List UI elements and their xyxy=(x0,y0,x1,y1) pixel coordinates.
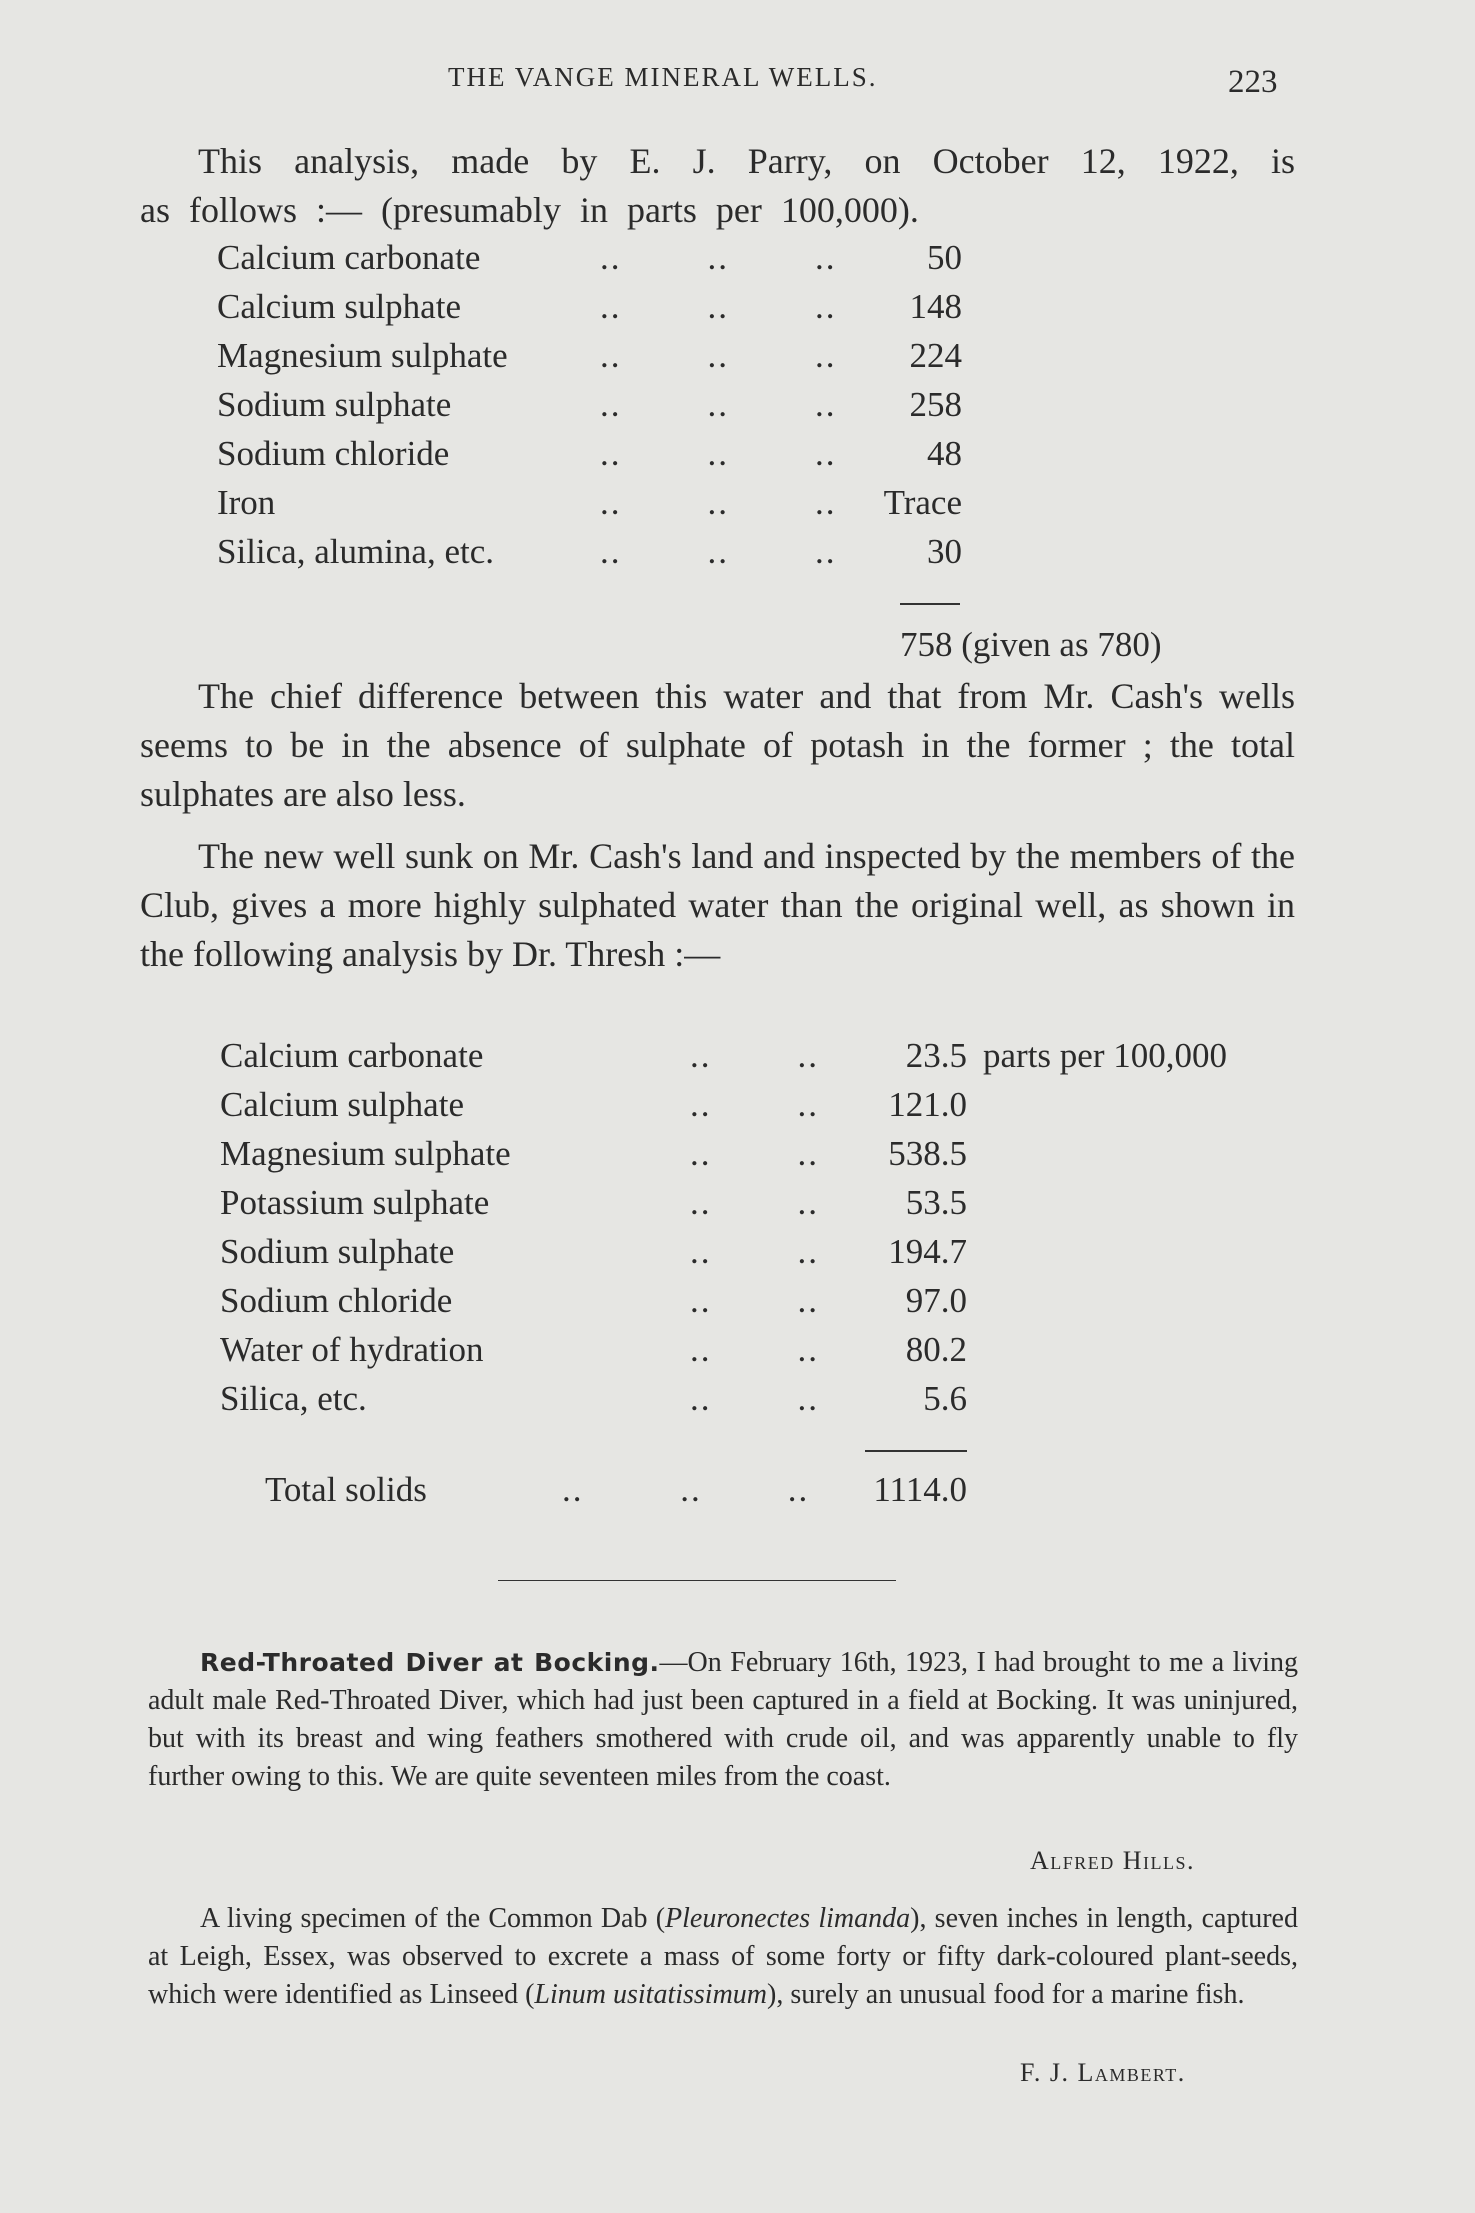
table-row xyxy=(220,1232,967,1280)
leader-dots: .. .. .. xyxy=(600,532,837,571)
running-title: THE VANGE MINERAL WELLS. xyxy=(448,62,878,92)
total-solids-row xyxy=(265,1470,427,1510)
substance-name: Calcium sulphate xyxy=(220,1085,464,1124)
leader-dots: .. .. xyxy=(690,1330,819,1369)
substance-name: Potassium sulphate xyxy=(220,1183,490,1222)
signature-alfred-hills: Alfred Hills. xyxy=(1030,1846,1196,1875)
table-row xyxy=(217,434,962,482)
substance-value: 97.0 xyxy=(905,1281,967,1320)
substance-value: 53.5 xyxy=(905,1183,967,1222)
substance-name: Iron xyxy=(217,483,276,522)
leader-dots: .. .. .. xyxy=(600,385,837,424)
table-row xyxy=(220,1183,967,1231)
substance-name: Calcium carbonate xyxy=(217,238,481,277)
table-row xyxy=(217,336,962,384)
section-divider xyxy=(498,1580,896,1581)
note-common-dab: A living specimen of the Common Dab (Pleuronectes limanda), seven inches in length, captured at Leigh, Essex, was observed to excrete a mass of some forty or fifty dark-coloured plant-seeds, which were identified as Linseed (Linum usitatissimum), surely an unusual food for a marine fish. xyxy=(148,1903,1298,2010)
substance-value: 5.6 xyxy=(923,1379,967,1418)
total-rule xyxy=(865,1450,967,1452)
table-row xyxy=(217,483,962,531)
substance-value: 194.7 xyxy=(888,1232,967,1271)
leader-dots: .. .. xyxy=(690,1281,819,1320)
substance-value: 538.5 xyxy=(888,1134,967,1173)
leader-dots: .. .. xyxy=(690,1379,819,1418)
substance-name: Water of hydration xyxy=(220,1330,484,1369)
running-header xyxy=(0,62,1475,102)
substance-name: Sodium chloride xyxy=(217,434,450,473)
leader-dots: .. .. .. xyxy=(600,287,837,326)
sum-rule xyxy=(900,603,960,605)
substance-value: 48 xyxy=(927,434,962,473)
total-solids-value: 1114.0 xyxy=(873,1470,967,1509)
substance-value: 30 xyxy=(927,532,962,571)
leader-dots: .. .. .. xyxy=(600,483,837,522)
intro-line-2: as follows :— (presumably in parts per 100,000). xyxy=(140,190,919,230)
table-row xyxy=(220,1036,967,1084)
leader-dots: .. .. xyxy=(690,1183,819,1222)
substance-value: 258 xyxy=(909,385,962,424)
table-row xyxy=(220,1379,967,1427)
table-row xyxy=(217,385,962,433)
analysis1-total: 758 (given as 780) xyxy=(900,625,1162,664)
substance-name: Sodium sulphate xyxy=(217,385,452,424)
analysis2-unit: parts per 100,000 xyxy=(983,1036,1227,1075)
species-name-dab: Pleuronectes limanda xyxy=(665,1903,911,1934)
substance-value: Trace xyxy=(883,483,962,522)
substance-name: Sodium chloride xyxy=(220,1281,453,1320)
substance-name: Silica, etc. xyxy=(220,1379,367,1418)
substance-value: 23.5 xyxy=(905,1036,967,1075)
leader-dots: .. .. xyxy=(690,1085,819,1124)
page-number: 223 xyxy=(1228,64,1278,100)
total-solids-dots: .. .. .. xyxy=(562,1470,810,1509)
table-row xyxy=(220,1085,967,1133)
table-row xyxy=(220,1330,967,1378)
total-solids-label: Total solids xyxy=(265,1470,427,1509)
substance-value: 80.2 xyxy=(905,1330,967,1369)
note-red-throated-diver: Red-Throated Diver at Bocking.—On February 16th, 1923, I had brought to me a living adult male Red-Throated Diver, which had just been captured in a field at Bocking. It was uninjured, but with its breast and wing feathers smothered with crude oil, and was apparently unable to fly further owing to this. We are quite seventeen miles from the coast. xyxy=(148,1647,1299,1792)
substance-name: Magnesium sulphate xyxy=(217,336,508,375)
signature-lambert: F. J. Lambert. xyxy=(1020,2058,1186,2087)
substance-name: Sodium sulphate xyxy=(220,1232,455,1271)
leader-dots: .. .. xyxy=(690,1036,819,1075)
substance-name: Calcium carbonate xyxy=(220,1036,484,1075)
substance-name: Silica, alumina, etc. xyxy=(217,532,494,571)
species-name-linseed: Linum usitatissimum xyxy=(534,1979,768,2010)
table-row xyxy=(217,287,962,335)
leader-dots: .. .. .. xyxy=(600,238,837,277)
substance-name: Calcium sulphate xyxy=(217,287,461,326)
table-row xyxy=(217,238,962,286)
substance-name: Magnesium sulphate xyxy=(220,1134,511,1173)
substance-value: 50 xyxy=(927,238,962,277)
paragraph-difference: The chief difference between this water and that from Mr. Cash's wells seems to be in the absence of sulphate of potash in the former ; the total sulphates are also less. xyxy=(140,676,1295,814)
leader-dots: .. .. xyxy=(690,1232,819,1271)
table-row xyxy=(220,1281,967,1329)
intro-line-1: This analysis, made by E. J. Parry, on October 12, 1922, is xyxy=(198,141,1295,181)
leader-dots: .. .. .. xyxy=(600,434,837,473)
table-row xyxy=(217,532,962,580)
paragraph-new-well: The new well sunk on Mr. Cash's land and inspected by the members of the Club, gives a more highly sulphated water than the original well, as shown in the following analysis by Dr. Thresh :— xyxy=(140,836,1295,974)
substance-value: 121.0 xyxy=(888,1085,967,1124)
note-heading: Red-Throated Diver at Bocking. xyxy=(200,1648,660,1677)
leader-dots: .. .. .. xyxy=(600,336,837,375)
substance-value: 148 xyxy=(909,287,962,326)
table-row xyxy=(220,1134,967,1182)
substance-value: 224 xyxy=(909,336,962,375)
leader-dots: .. .. xyxy=(690,1134,819,1173)
